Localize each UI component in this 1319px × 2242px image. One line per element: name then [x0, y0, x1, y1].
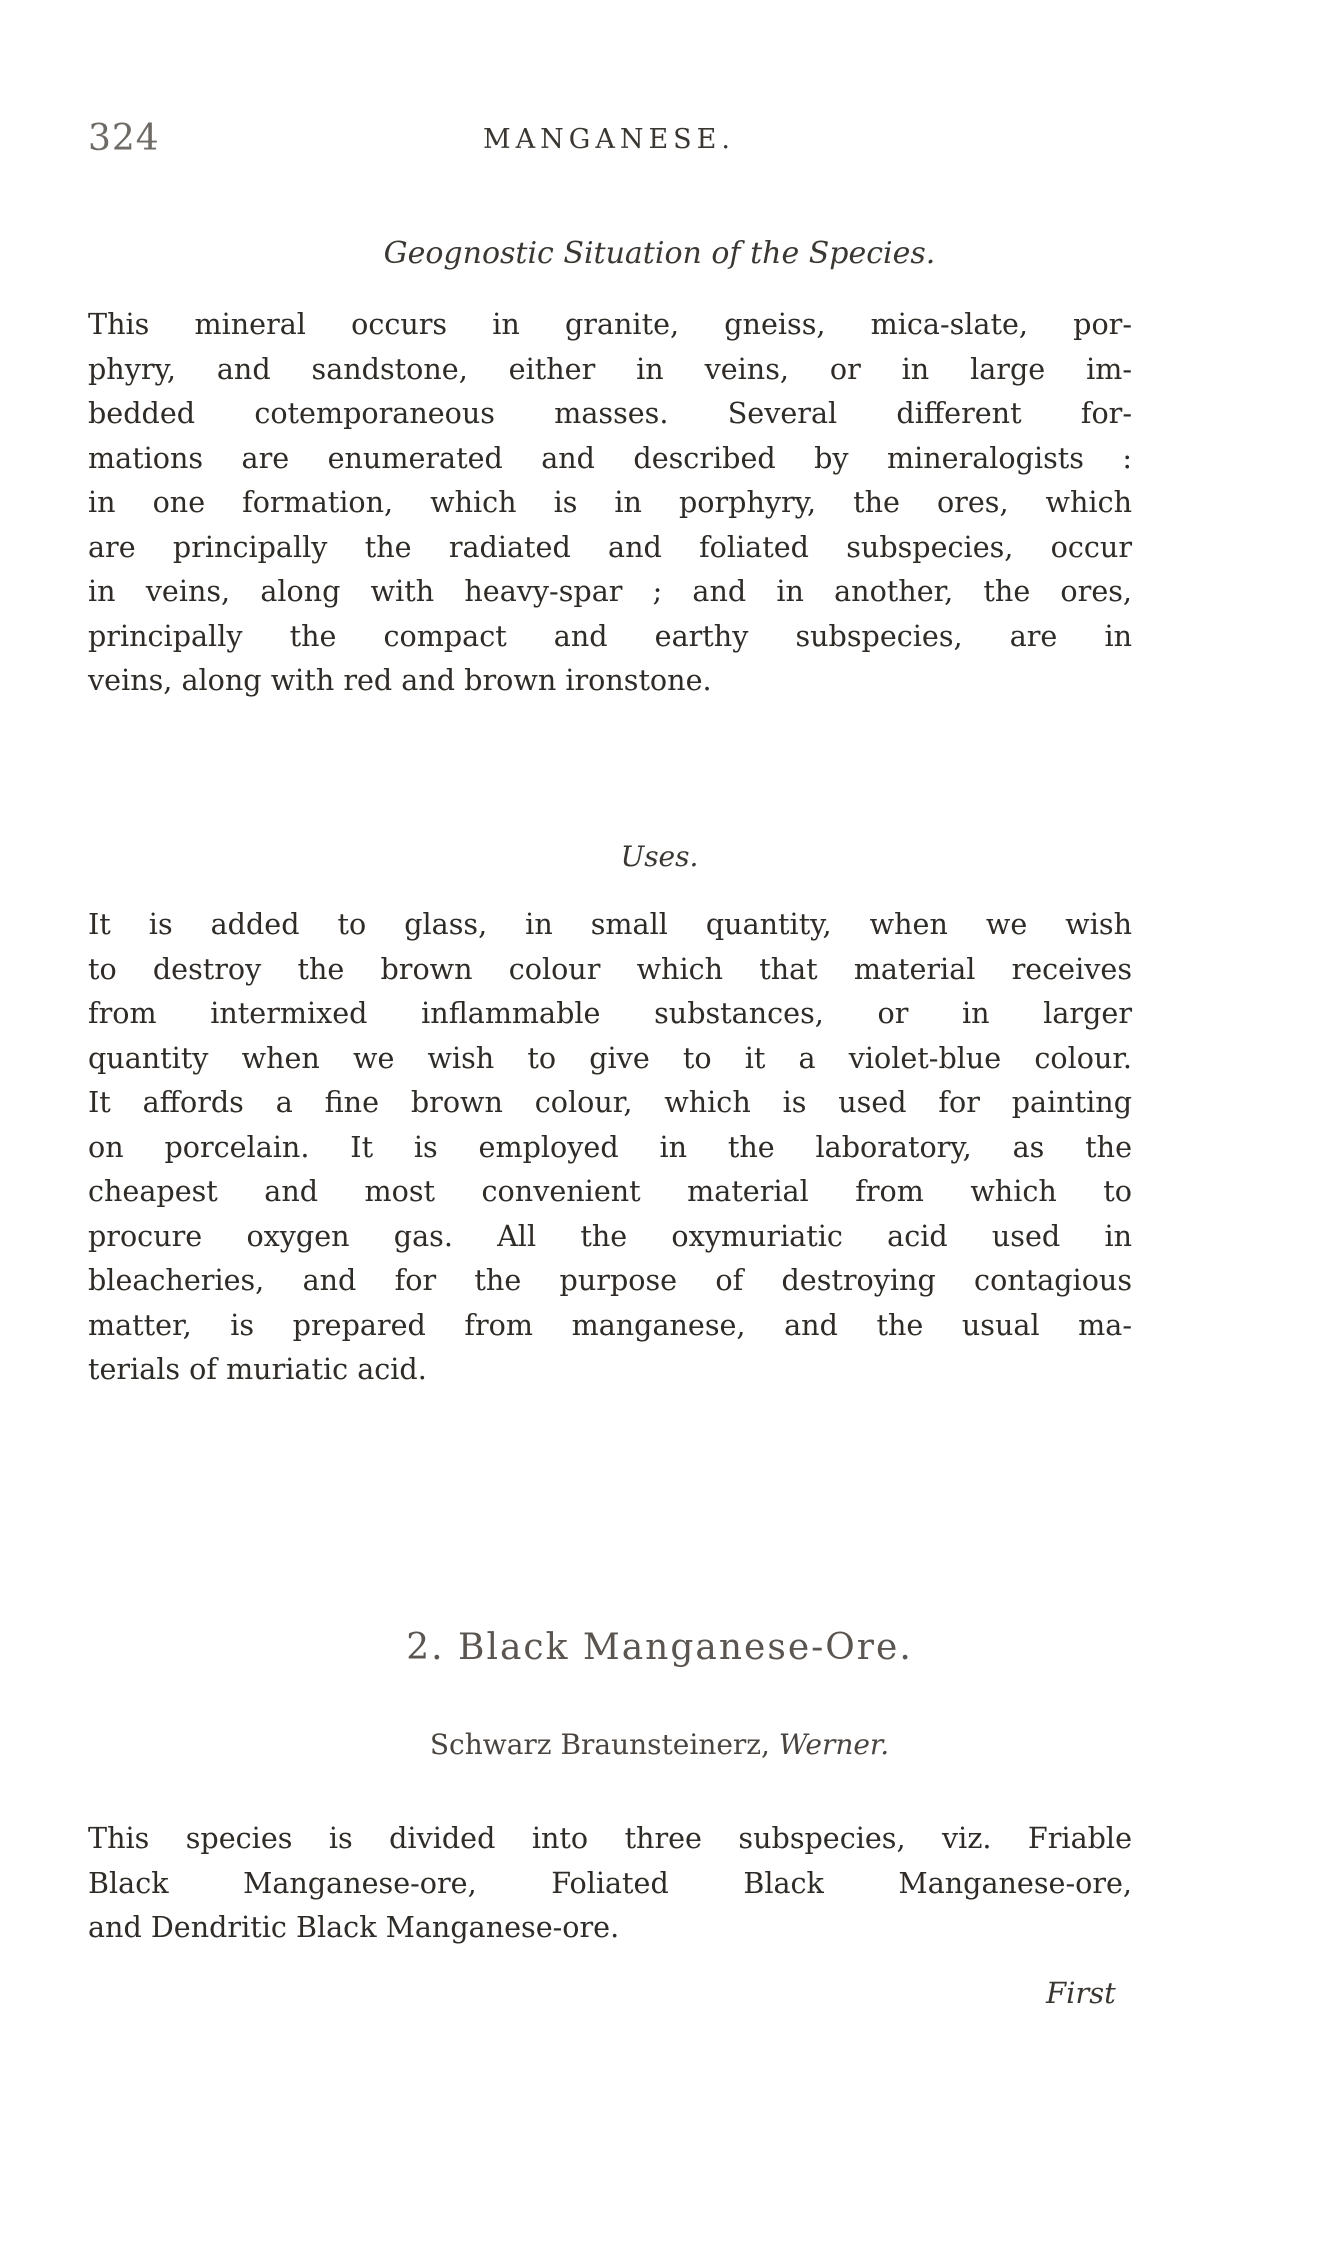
geognostic-paragraph: [88, 302, 1132, 703]
text-line: cheapest and most convenient material from which to: [88, 1174, 1132, 1208]
geognostic-heading: Geognostic Situation of the Species.: [383, 236, 936, 271]
text-line: procure oxygen gas. All the oxymuriatic acid used in: [88, 1218, 1132, 1253]
text-line: Black Manganese-ore, Foliated Black Manganese-ore,: [88, 1865, 1132, 1900]
species-paragraph: [88, 1816, 1132, 1950]
german-name: [0, 1728, 1319, 1761]
text-line: matter, is prepared from manganese, and the usual ma-: [88, 1307, 1132, 1342]
text-line: This species is divided into three subspecies, viz. Friable: [88, 1821, 1132, 1855]
text-line: in one formation, which is in porphyry, the ores, which: [88, 485, 1132, 519]
uses-heading: Uses.: [620, 840, 699, 873]
text-line: bedded cotemporaneous masses. Several different for-: [88, 396, 1132, 430]
text-line: This mineral occurs in granite, gneiss, mica-slate, por-: [88, 307, 1132, 341]
text-line: from intermixed inflammable substances, or in larger: [88, 996, 1132, 1030]
text-line: quantity when we wish to give to it a violet-blue colour.: [88, 1040, 1132, 1075]
catchword: First: [1046, 1976, 1116, 2010]
text-line: veins, along with red and brown ironstone.: [88, 663, 712, 697]
text-line: mations are enumerated and described by mineralogists :: [88, 440, 1132, 475]
german-name-text: Schwarz Braunsteinerz,: [429, 1728, 779, 1761]
text-line: It is added to glass, in small quantity, when we wish: [88, 907, 1132, 941]
text-line: It affords a fine brown colour, which is used for painting: [88, 1085, 1132, 1119]
text-line: in veins, along with heavy-spar ; and in another, the ores,: [88, 574, 1132, 608]
page-number: 324: [88, 118, 160, 159]
text-line: terials of muriatic acid.: [88, 1352, 427, 1386]
text-line: phyry, and sandstone, either in veins, or in large im-: [88, 351, 1132, 386]
text-line: to destroy the brown colour which that material receives: [88, 951, 1132, 986]
text-line: principally the compact and earthy subspecies, are in: [88, 618, 1132, 653]
text-line: bleacheries, and for the purpose of destroying contagious: [88, 1263, 1132, 1297]
text-line: on porcelain. It is employed in the laboratory, as the: [88, 1129, 1132, 1164]
text-line: and Dendritic Black Manganese-ore.: [88, 1910, 620, 1944]
running-head: MANGANESE.: [483, 124, 735, 155]
uses-paragraph: [88, 902, 1132, 1392]
page-header: [88, 118, 1148, 168]
text-line: are principally the radiated and foliated subspecies, occur: [88, 529, 1132, 564]
german-name-author: Werner.: [778, 1728, 890, 1761]
species-title: 2. Black Manganese-Ore.: [406, 1627, 913, 1668]
